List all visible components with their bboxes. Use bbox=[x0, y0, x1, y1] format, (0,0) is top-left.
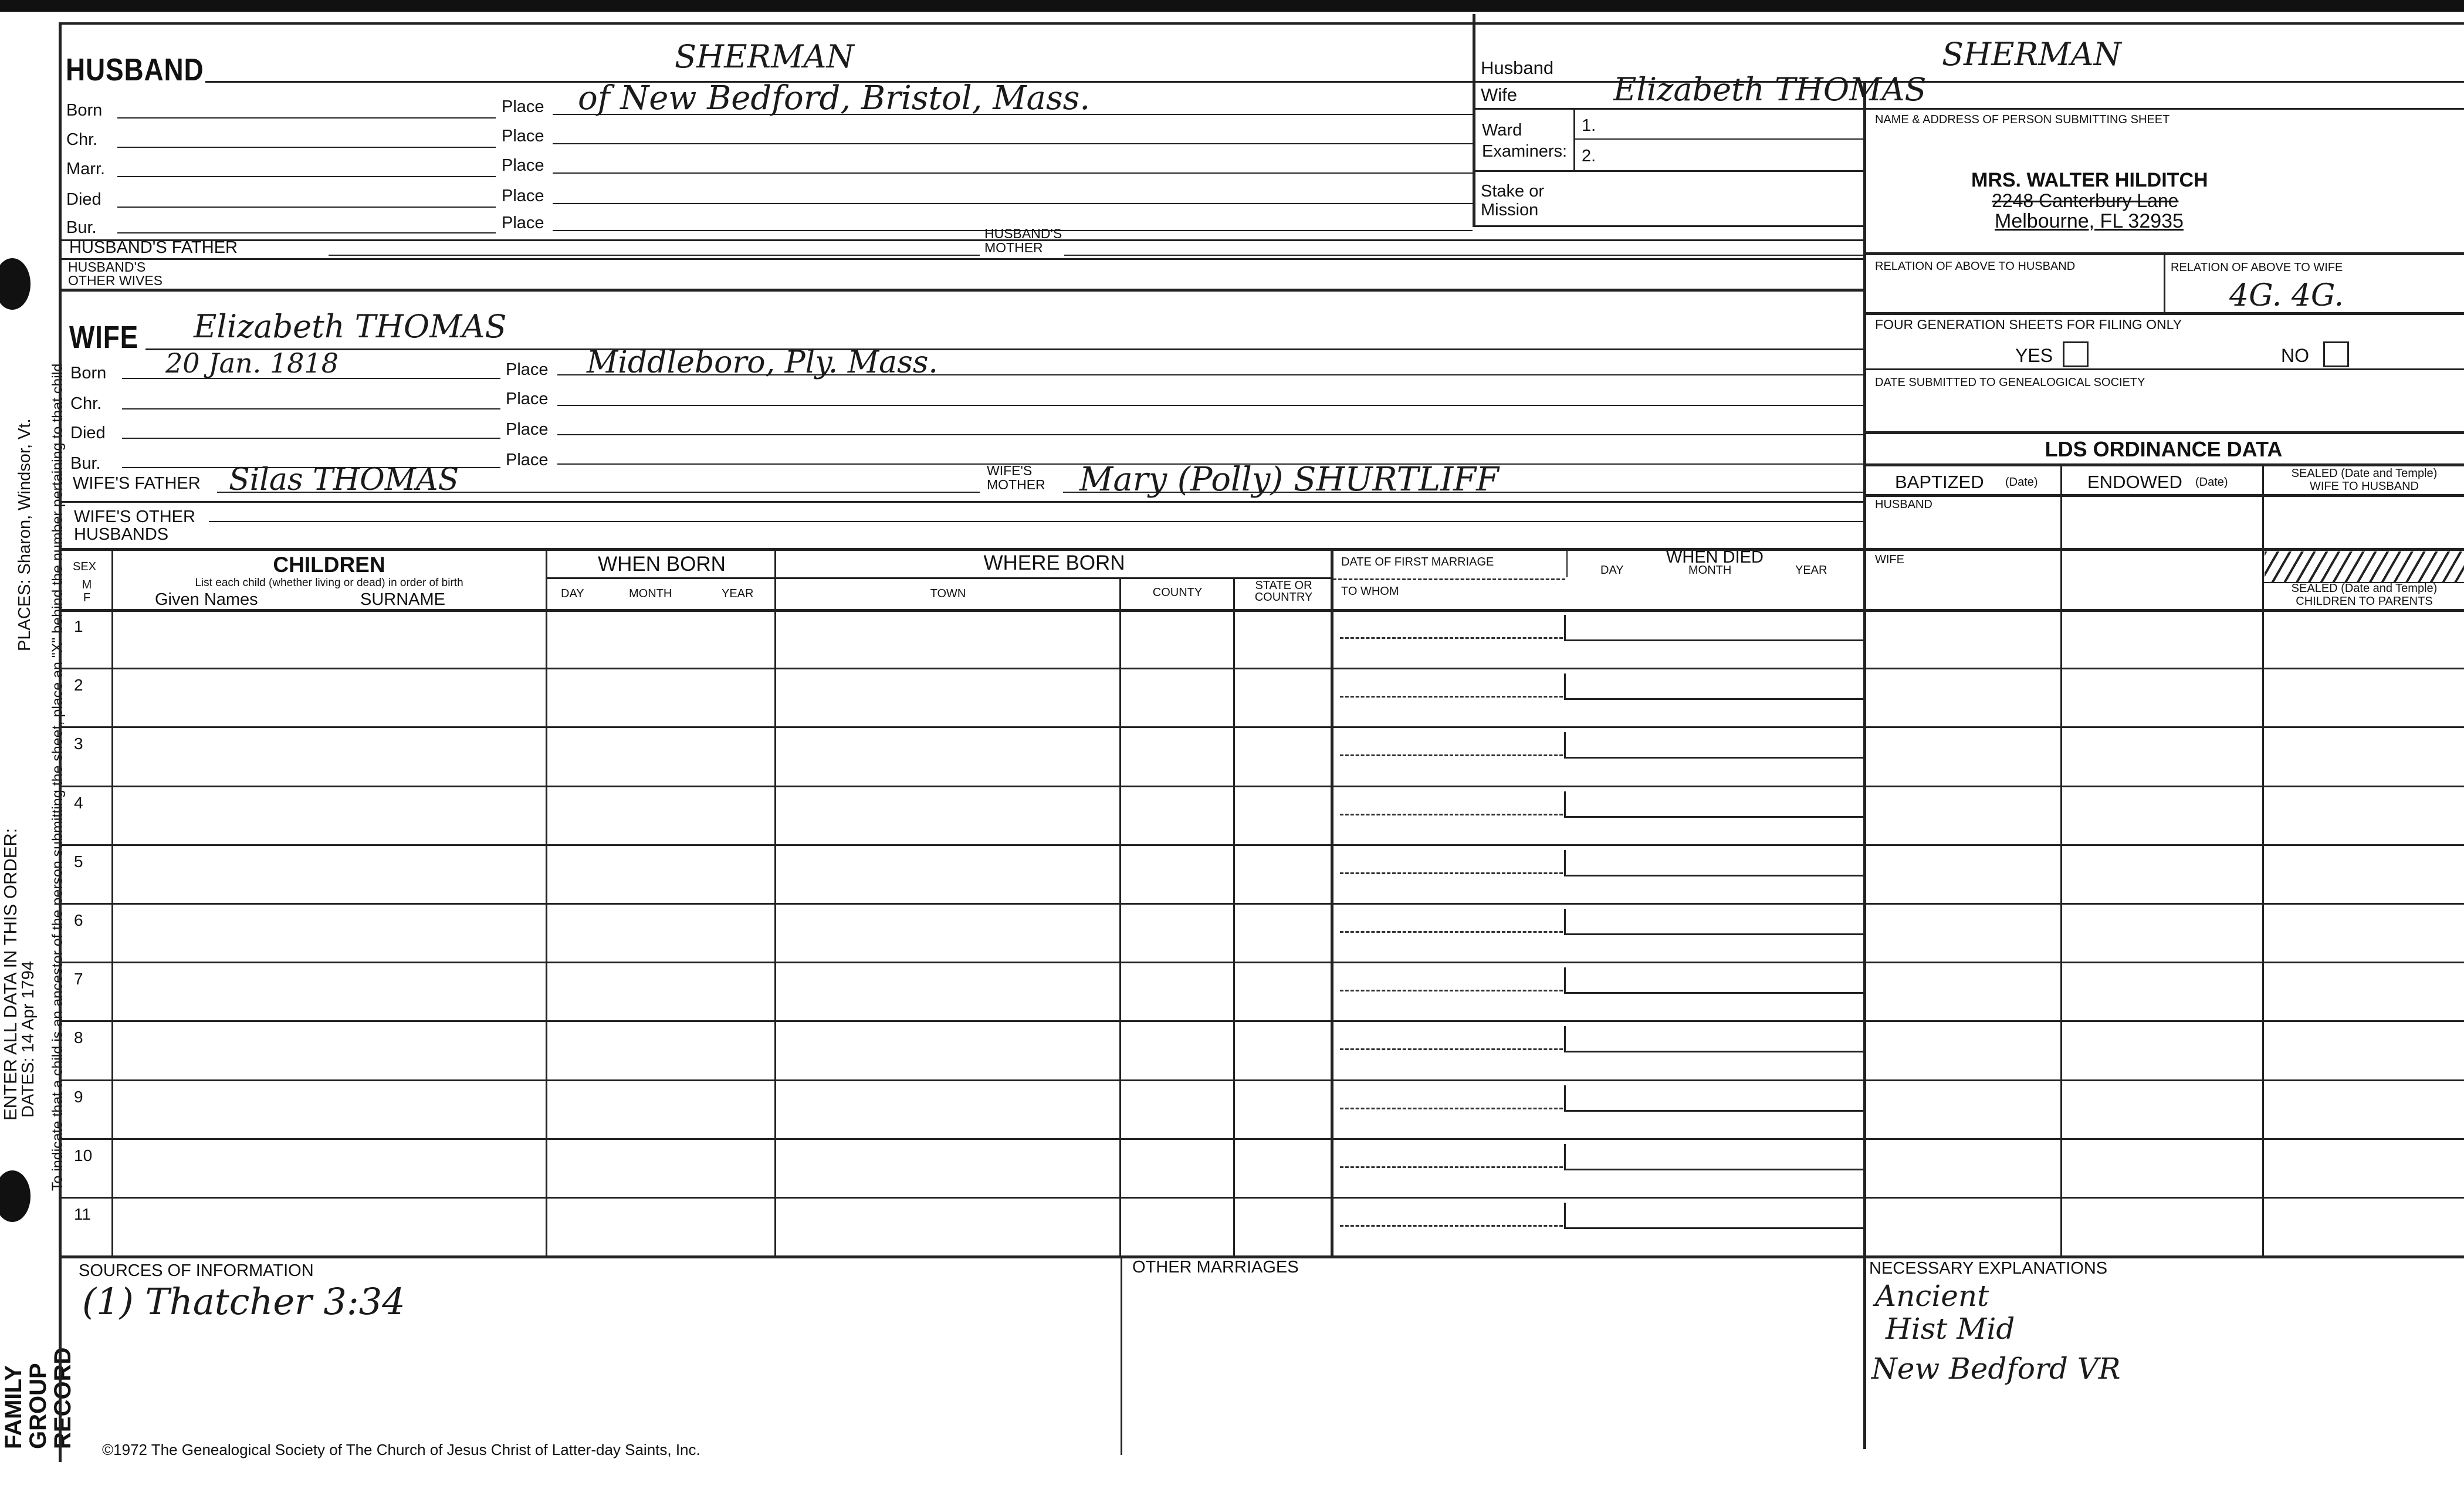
ward-bottom-rule bbox=[1473, 170, 1863, 172]
wife-chr-place-label: Place bbox=[506, 390, 549, 408]
died-date-line bbox=[1564, 1169, 1863, 1170]
child-row-rule bbox=[59, 903, 2464, 905]
given-names-label: Given Names bbox=[155, 590, 258, 609]
husband-father-label: HUSBAND'S FATHER bbox=[69, 238, 238, 257]
submitter-city: Melbourne, FL 32935 bbox=[1995, 210, 2184, 232]
husband-other-wives-label: HUSBAND'S OTHER WIVES bbox=[68, 259, 163, 288]
husband-chr-place-label: Place bbox=[502, 127, 544, 145]
marriage-date-dash bbox=[1340, 1225, 1563, 1227]
wife-died-place-line bbox=[557, 434, 1863, 435]
four-gen-label: FOUR GENERATION SHEETS FOR FILING ONLY bbox=[1875, 317, 2182, 332]
baptized-date-label: (Date) bbox=[2005, 476, 2038, 489]
husband-marr-place-label: Place bbox=[502, 156, 544, 175]
wife-section-top-rule bbox=[59, 289, 1863, 292]
endowed-label: ENDOWED bbox=[2087, 472, 2182, 492]
col-marriage-divider bbox=[1566, 548, 1568, 577]
husband-mother-label: HUSBAND'S MOTHER bbox=[984, 226, 1062, 256]
examiner-2: 2. bbox=[1582, 147, 1596, 165]
child-row-rule bbox=[59, 1079, 2464, 1081]
first-marriage-dash bbox=[1333, 578, 1565, 580]
relation-divider bbox=[2164, 252, 2165, 313]
marriage-date-dash bbox=[1340, 872, 1563, 874]
children-title: CHILDREN bbox=[273, 553, 385, 577]
no-label: NO bbox=[2281, 345, 2309, 366]
marriage-date-dash bbox=[1340, 696, 1563, 698]
top-scan-edge bbox=[0, 0, 2464, 12]
died-box-tick bbox=[1564, 967, 1566, 993]
col-given-divider bbox=[546, 548, 547, 1255]
wife-father-line bbox=[217, 492, 980, 493]
wife-born-place-label: Place bbox=[506, 360, 549, 379]
submitter-label: NAME & ADDRESS OF PERSON SUBMITTING SHEET bbox=[1875, 113, 2170, 126]
children-top-rule bbox=[59, 548, 2464, 551]
lds-wife-label: WIFE bbox=[1875, 553, 1904, 566]
husband-died-label: Died bbox=[66, 190, 101, 209]
wife-born-place: Middleboro, Ply. Mass. bbox=[587, 345, 938, 380]
explanation-line-3: New Bedford VR bbox=[1871, 1352, 2121, 1386]
marriage-date-dash bbox=[1340, 931, 1563, 933]
header-wife-line bbox=[1473, 108, 2464, 110]
died-box-tick bbox=[1564, 1085, 1566, 1111]
lds-top-rule bbox=[1863, 431, 2464, 434]
died-date-line bbox=[1564, 1051, 1863, 1052]
wife-chr-label: Chr. bbox=[70, 394, 102, 413]
died-day-label: DAY bbox=[1600, 564, 1624, 577]
divider-right-panel bbox=[1863, 82, 1866, 1449]
relation-husband-label: RELATION OF ABOVE TO HUSBAND bbox=[1875, 260, 2076, 273]
lds-husband-label: HUSBAND bbox=[1875, 498, 1932, 511]
wife-born-label: Born bbox=[70, 364, 107, 383]
husband-died-place-label: Place bbox=[502, 187, 544, 205]
died-date-line bbox=[1564, 933, 1863, 935]
died-box-tick bbox=[1564, 1026, 1566, 1052]
copyright: ©1972 The Genealogical Society of The Church of Jesus Christ of Latter-day Saints, Inc. bbox=[102, 1441, 700, 1458]
no-checkbox[interactable] bbox=[2323, 341, 2349, 367]
examiner-1: 1. bbox=[1582, 116, 1596, 135]
died-date-line bbox=[1564, 639, 1863, 641]
died-date-line bbox=[1564, 757, 1863, 759]
husband-bur-label: Bur. bbox=[66, 218, 97, 237]
died-year-label: YEAR bbox=[1795, 564, 1827, 577]
husband-born-date-line bbox=[117, 117, 496, 119]
col-county-divider bbox=[1233, 577, 1235, 1255]
child-row-rule bbox=[59, 1197, 2464, 1199]
lds-hatched-cell bbox=[2265, 551, 2464, 582]
husband-chr-place-line bbox=[553, 143, 1473, 144]
husband-title: HUSBAND bbox=[66, 52, 204, 87]
born-subheader-rule bbox=[546, 577, 1332, 579]
lds-title: LDS ORDINANCE DATA bbox=[2045, 437, 2283, 461]
sources-text: (1) Thatcher 3:34 bbox=[82, 1280, 405, 1323]
yes-checkbox[interactable] bbox=[2063, 341, 2089, 367]
husband-other-wives-top-rule bbox=[59, 258, 1863, 260]
husband-parents-top-rule bbox=[59, 239, 1863, 241]
footer-divider bbox=[1121, 1255, 1122, 1455]
explanation-line-2: Hist Mid bbox=[1886, 1312, 2015, 1346]
lds-col-divider-1 bbox=[2060, 463, 2062, 1255]
died-date-line bbox=[1564, 698, 1863, 700]
other-marriages-label: OTHER MARRIAGES bbox=[1132, 1258, 1299, 1277]
wife-other-husbands-line bbox=[209, 521, 1863, 522]
wife-other-husbands-label: WIFE'S OTHER HUSBANDS bbox=[74, 507, 195, 544]
endowed-date-label: (Date) bbox=[2195, 476, 2228, 489]
died-month-label: MONTH bbox=[1688, 564, 1732, 577]
submitter-street: 2248 Canterbury Lane bbox=[1992, 190, 2179, 211]
header-wife-name: Elizabeth THOMAS bbox=[1613, 71, 1927, 108]
stake-bottom-rule bbox=[1473, 225, 1863, 227]
ward-label: Ward bbox=[1482, 121, 1522, 140]
died-box-tick bbox=[1564, 791, 1566, 817]
born-day-label: DAY bbox=[561, 587, 584, 600]
sealed-wife-husband-label: SEALED (Date and Temple) WIFE TO HUSBAND bbox=[2291, 467, 2438, 493]
relation-wife-value: 4G. 4G. bbox=[2229, 278, 2344, 313]
marriage-date-dash bbox=[1340, 990, 1563, 991]
col-town-divider bbox=[1119, 577, 1121, 1255]
sealed-children-parents-label: SEALED (Date and Temple) CHILDREN TO PARENTS bbox=[2291, 582, 2438, 608]
date-submitted-top-rule bbox=[1863, 368, 2464, 370]
husband-surname: SHERMAN bbox=[675, 38, 854, 75]
wife-father-label: WIFE'S FATHER bbox=[73, 474, 201, 493]
died-date-line bbox=[1564, 1110, 1863, 1112]
where-born-label: WHERE BORN bbox=[983, 551, 1125, 574]
died-date-line bbox=[1564, 816, 1863, 818]
child-row-number: 8 bbox=[74, 1028, 83, 1047]
form-frame bbox=[59, 22, 2464, 1462]
wife-name-line bbox=[145, 348, 1863, 350]
died-box-tick bbox=[1564, 1203, 1566, 1228]
born-year-label: YEAR bbox=[722, 587, 754, 600]
husband-born-label: Born bbox=[66, 101, 103, 120]
lds-husband-rule bbox=[1863, 494, 2464, 497]
wife-title: WIFE bbox=[69, 320, 139, 355]
wife-born-date: 20 Jan. 1818 bbox=[165, 347, 339, 379]
sources-label: SOURCES OF INFORMATION bbox=[79, 1261, 314, 1280]
col-state-divider bbox=[1331, 548, 1333, 1255]
col-sex-divider bbox=[111, 548, 113, 1255]
child-row-rule bbox=[59, 1138, 2464, 1140]
four-gen-top-rule bbox=[1863, 312, 2464, 315]
child-row-rule bbox=[59, 726, 2464, 728]
died-box-tick bbox=[1564, 615, 1566, 641]
died-box-tick bbox=[1564, 850, 1566, 876]
child-row-number: 5 bbox=[74, 852, 83, 871]
husband-born-place: of New Bedford, Bristol, Mass. bbox=[578, 79, 1091, 117]
wife-father: Silas THOMAS bbox=[229, 462, 459, 497]
binder-hole-top bbox=[0, 258, 31, 310]
wife-other-husbands-top-rule bbox=[59, 501, 1863, 503]
first-marriage-label: DATE OF FIRST MARRIAGE bbox=[1341, 556, 1494, 568]
header-husband-surname: SHERMAN bbox=[1942, 36, 2121, 73]
died-date-line bbox=[1564, 1227, 1863, 1229]
relation-wife-label: RELATION OF ABOVE TO WIFE bbox=[2171, 261, 2343, 274]
husband-mother-line bbox=[1064, 255, 1863, 256]
died-date-line bbox=[1564, 992, 1863, 994]
husband-marr-label: Marr. bbox=[66, 160, 106, 178]
header-husband-label: Husband bbox=[1481, 57, 1554, 78]
lds-header-rule bbox=[1863, 463, 2464, 466]
wife-died-label: Died bbox=[70, 424, 106, 442]
husband-chr-date-line bbox=[117, 147, 496, 148]
husband-bur-place-label: Place bbox=[502, 214, 544, 232]
died-box-tick bbox=[1564, 732, 1566, 758]
child-row-number: 3 bbox=[74, 735, 83, 753]
examiner-mid-line bbox=[1573, 138, 1863, 140]
child-row-rule bbox=[59, 668, 2464, 669]
family-group-record-title: FAMILY GROUP RECORD bbox=[1, 1347, 76, 1449]
submitter-name: MRS. WALTER HILDITCH bbox=[1971, 169, 2208, 191]
child-row-number: 11 bbox=[74, 1205, 92, 1223]
born-month-label: MONTH bbox=[629, 587, 672, 600]
child-row-number: 7 bbox=[74, 970, 83, 988]
child-row-rule bbox=[59, 962, 2464, 963]
husband-died-date-line bbox=[117, 207, 496, 208]
explanations-label: NECESSARY EXPLANATIONS bbox=[1869, 1259, 2108, 1278]
date-submitted-label: DATE SUBMITTED TO GENEALOGICAL SOCIETY bbox=[1875, 376, 2145, 389]
child-row-number: 9 bbox=[74, 1088, 83, 1106]
husband-born-place-label: Place bbox=[502, 97, 544, 116]
wife-died-place-label: Place bbox=[506, 420, 549, 439]
wife-mother-line bbox=[1063, 492, 1863, 493]
marriage-date-dash bbox=[1340, 814, 1563, 815]
sex-label: SEX bbox=[73, 560, 97, 573]
child-row-rule bbox=[59, 1020, 2464, 1022]
child-row-rule bbox=[59, 786, 2464, 787]
divider-header-right bbox=[1473, 14, 1475, 225]
binder-hole-bottom bbox=[0, 1170, 31, 1222]
state-country-label: STATE OR COUNTRY bbox=[1254, 579, 1313, 604]
husband-marr-date-line bbox=[117, 176, 496, 177]
child-row-rule bbox=[59, 844, 2464, 846]
when-died-label: WHEN DIED bbox=[1666, 548, 1764, 567]
died-date-line bbox=[1564, 875, 1863, 876]
husband-died-place-line bbox=[553, 203, 1473, 204]
places-line: PLACES: Sharon, Windsor, Vt. bbox=[15, 418, 34, 651]
marriage-date-dash bbox=[1340, 1166, 1563, 1168]
child-row-number: 2 bbox=[74, 676, 83, 694]
header-wife-label: Wife bbox=[1481, 84, 1517, 105]
child-row-number: 10 bbox=[74, 1146, 93, 1165]
husband-father-line bbox=[329, 255, 980, 256]
wife-bur-label: Bur. bbox=[70, 454, 101, 473]
wife-bur-place-label: Place bbox=[506, 451, 549, 469]
wife-mother-label: WIFE'S MOTHER bbox=[987, 463, 1045, 493]
marriage-date-dash bbox=[1340, 754, 1563, 756]
marriage-date-dash bbox=[1340, 637, 1563, 639]
husband-bur-date-line bbox=[117, 232, 496, 233]
died-box-tick bbox=[1564, 909, 1566, 935]
mf-label: M F bbox=[82, 578, 92, 604]
died-box-tick bbox=[1564, 1144, 1566, 1170]
wife-chr-place-line bbox=[557, 405, 1863, 406]
child-row-number: 6 bbox=[74, 911, 83, 929]
baptized-label: BAPTIZED bbox=[1895, 472, 1984, 492]
wife-chr-date-line bbox=[122, 408, 500, 409]
marriage-date-dash bbox=[1340, 1048, 1563, 1050]
marriage-date-dash bbox=[1340, 1108, 1563, 1109]
children-header-bottom-rule bbox=[59, 609, 2464, 612]
col-born-divider bbox=[774, 548, 776, 1255]
child-row-number: 1 bbox=[74, 617, 83, 635]
yes-label: YES bbox=[2015, 345, 2053, 366]
dates-line: DATES: 14 Apr 1794 bbox=[19, 960, 38, 1118]
town-label: TOWN bbox=[930, 587, 966, 600]
died-box-tick bbox=[1564, 673, 1566, 699]
county-label: COUNTY bbox=[1152, 586, 1203, 599]
examiners-label: Examiners: bbox=[1482, 142, 1568, 161]
husband-marr-place-line bbox=[553, 172, 1473, 174]
wife-died-date-line bbox=[122, 438, 500, 439]
stake-label: Stake or Mission bbox=[1481, 182, 1544, 220]
ancestor-instructions: To indicate that a child is an ancestor of the person submitting the sheet, place an "X" behind the number pertaining to that child bbox=[49, 363, 66, 1191]
explanation-line-1: Ancient bbox=[1875, 1279, 1989, 1313]
wife-mother: Mary (Polly) SHURTLIFF bbox=[1079, 461, 1499, 499]
enter-data-line: ENTER ALL DATA IN THIS ORDER: bbox=[0, 828, 21, 1121]
when-born-label: WHEN BORN bbox=[598, 553, 726, 576]
children-instructions: List each child (whether living or dead) in order of birth bbox=[195, 577, 463, 589]
wife-name: Elizabeth THOMAS bbox=[194, 308, 507, 345]
to-whom-label: TO WHOM bbox=[1341, 585, 1399, 598]
child-row-number: 4 bbox=[74, 794, 83, 812]
husband-chr-label: Chr. bbox=[66, 130, 98, 149]
surname-label: SURNAME bbox=[360, 590, 446, 609]
examiners-divider bbox=[1573, 108, 1575, 171]
